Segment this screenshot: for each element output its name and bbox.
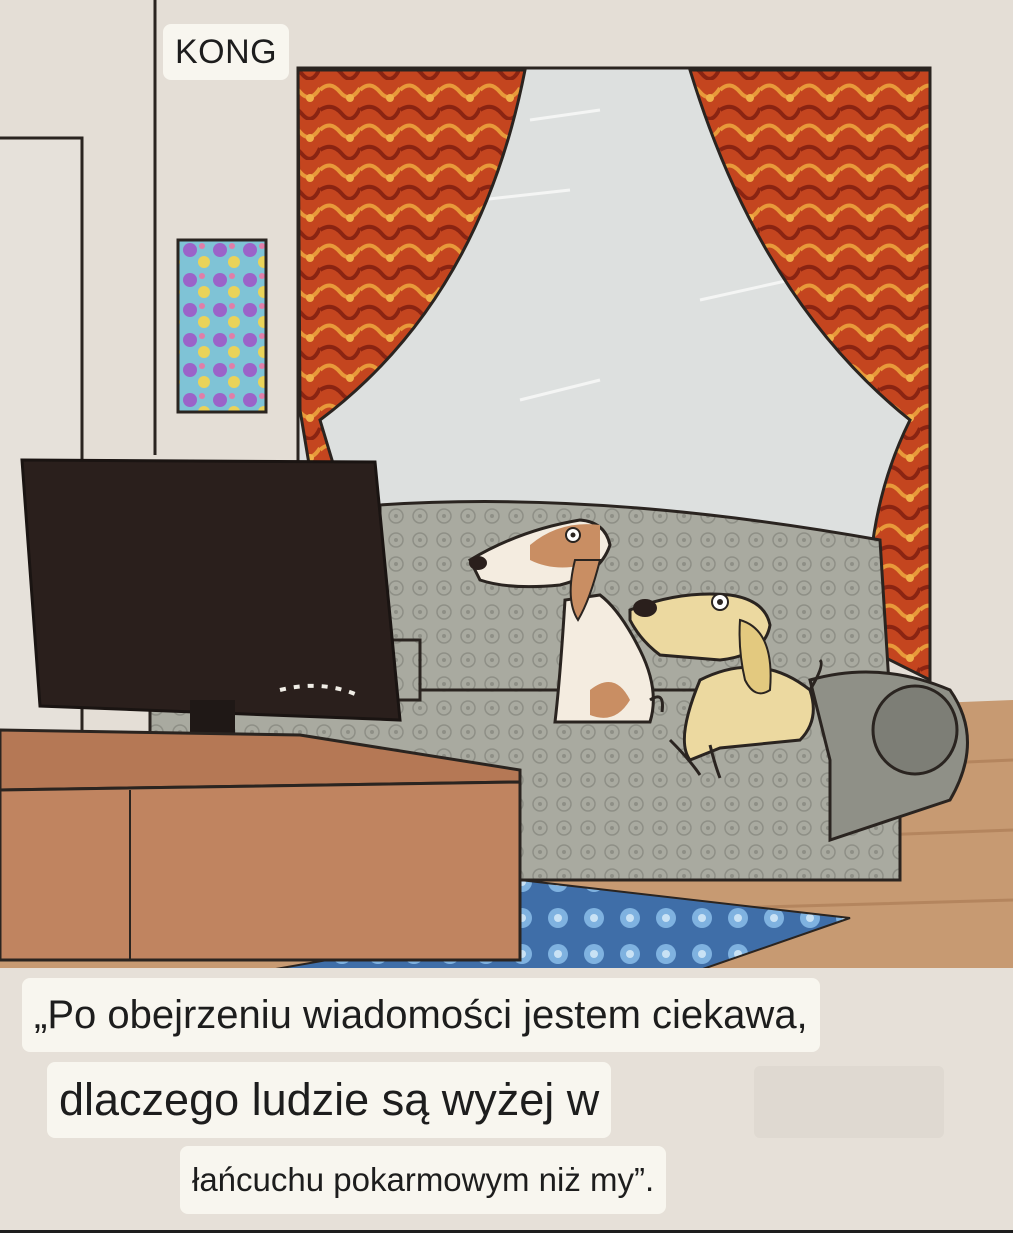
tv-cabinet [0, 730, 520, 960]
caption-line-3: łańcuchu pokarmowym niż my”. [180, 1146, 666, 1214]
wall-poster [178, 240, 266, 412]
caption-line-2: dlaczego ludzie są wyżej w [47, 1062, 611, 1138]
watermark-label: KONG [163, 24, 289, 80]
caption-line-1: „Po obejrzeniu wiadomości jestem ciekawa, [22, 978, 820, 1052]
caption-backdrop [754, 1066, 944, 1138]
